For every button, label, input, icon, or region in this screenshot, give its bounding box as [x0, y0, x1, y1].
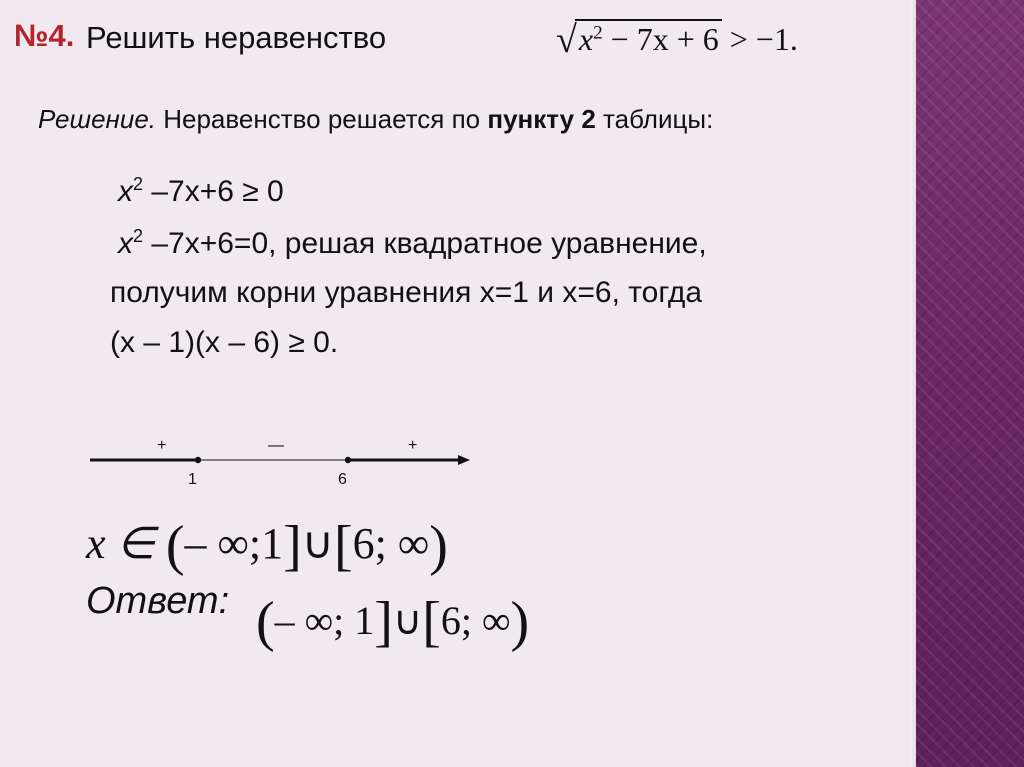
step-factored-form: (x – 1)(x – 6) ≥ 0. [110, 326, 339, 359]
step-domain-condition: $x^2$ –7x+6 ≥ 0 [118, 174, 284, 208]
number-line-arrow [458, 455, 470, 465]
number-line-label-6: 6 [338, 471, 347, 488]
radical-sign: √ [556, 19, 577, 61]
number-line-point-1 [195, 457, 201, 463]
problem-inequality [556, 18, 798, 62]
problem-title: Решить неравенство [86, 20, 387, 55]
number-line-svg [90, 436, 470, 496]
decorative-side-panel [916, 0, 1024, 767]
number-line-sign-middle: — [268, 437, 284, 454]
number-line-point-6 [345, 457, 351, 463]
number-line-sign-right: + [408, 437, 418, 454]
solution-intro: Решение. Неравенство решается по пункту 2 таблицы: [38, 104, 714, 134]
number-line-label-1: 1 [188, 471, 197, 488]
solution-set: x ∈ (– ∞;1]∪[6; ∞) [86, 515, 448, 577]
number-line-sign-left: + [157, 437, 167, 454]
step-roots: получим корни уравнения x=1 и x=6, тогда [110, 276, 703, 309]
radicand: $x^2 - 7x + 6$ [575, 19, 722, 58]
answer-label: Ответ: [86, 580, 230, 622]
number-line [90, 436, 470, 496]
inequality-rhs: > −1. [721, 21, 798, 57]
answer-value: (– ∞; 1]∪[6; ∞) [256, 591, 530, 653]
solution-label: Решение. [38, 104, 157, 134]
problem-number: №4. [14, 18, 75, 53]
step-quadratic-equation: $x^2$ –7x+6=0, решая квадратное уравнение, [118, 226, 707, 260]
table-item-reference: пункту 2 [487, 104, 596, 134]
